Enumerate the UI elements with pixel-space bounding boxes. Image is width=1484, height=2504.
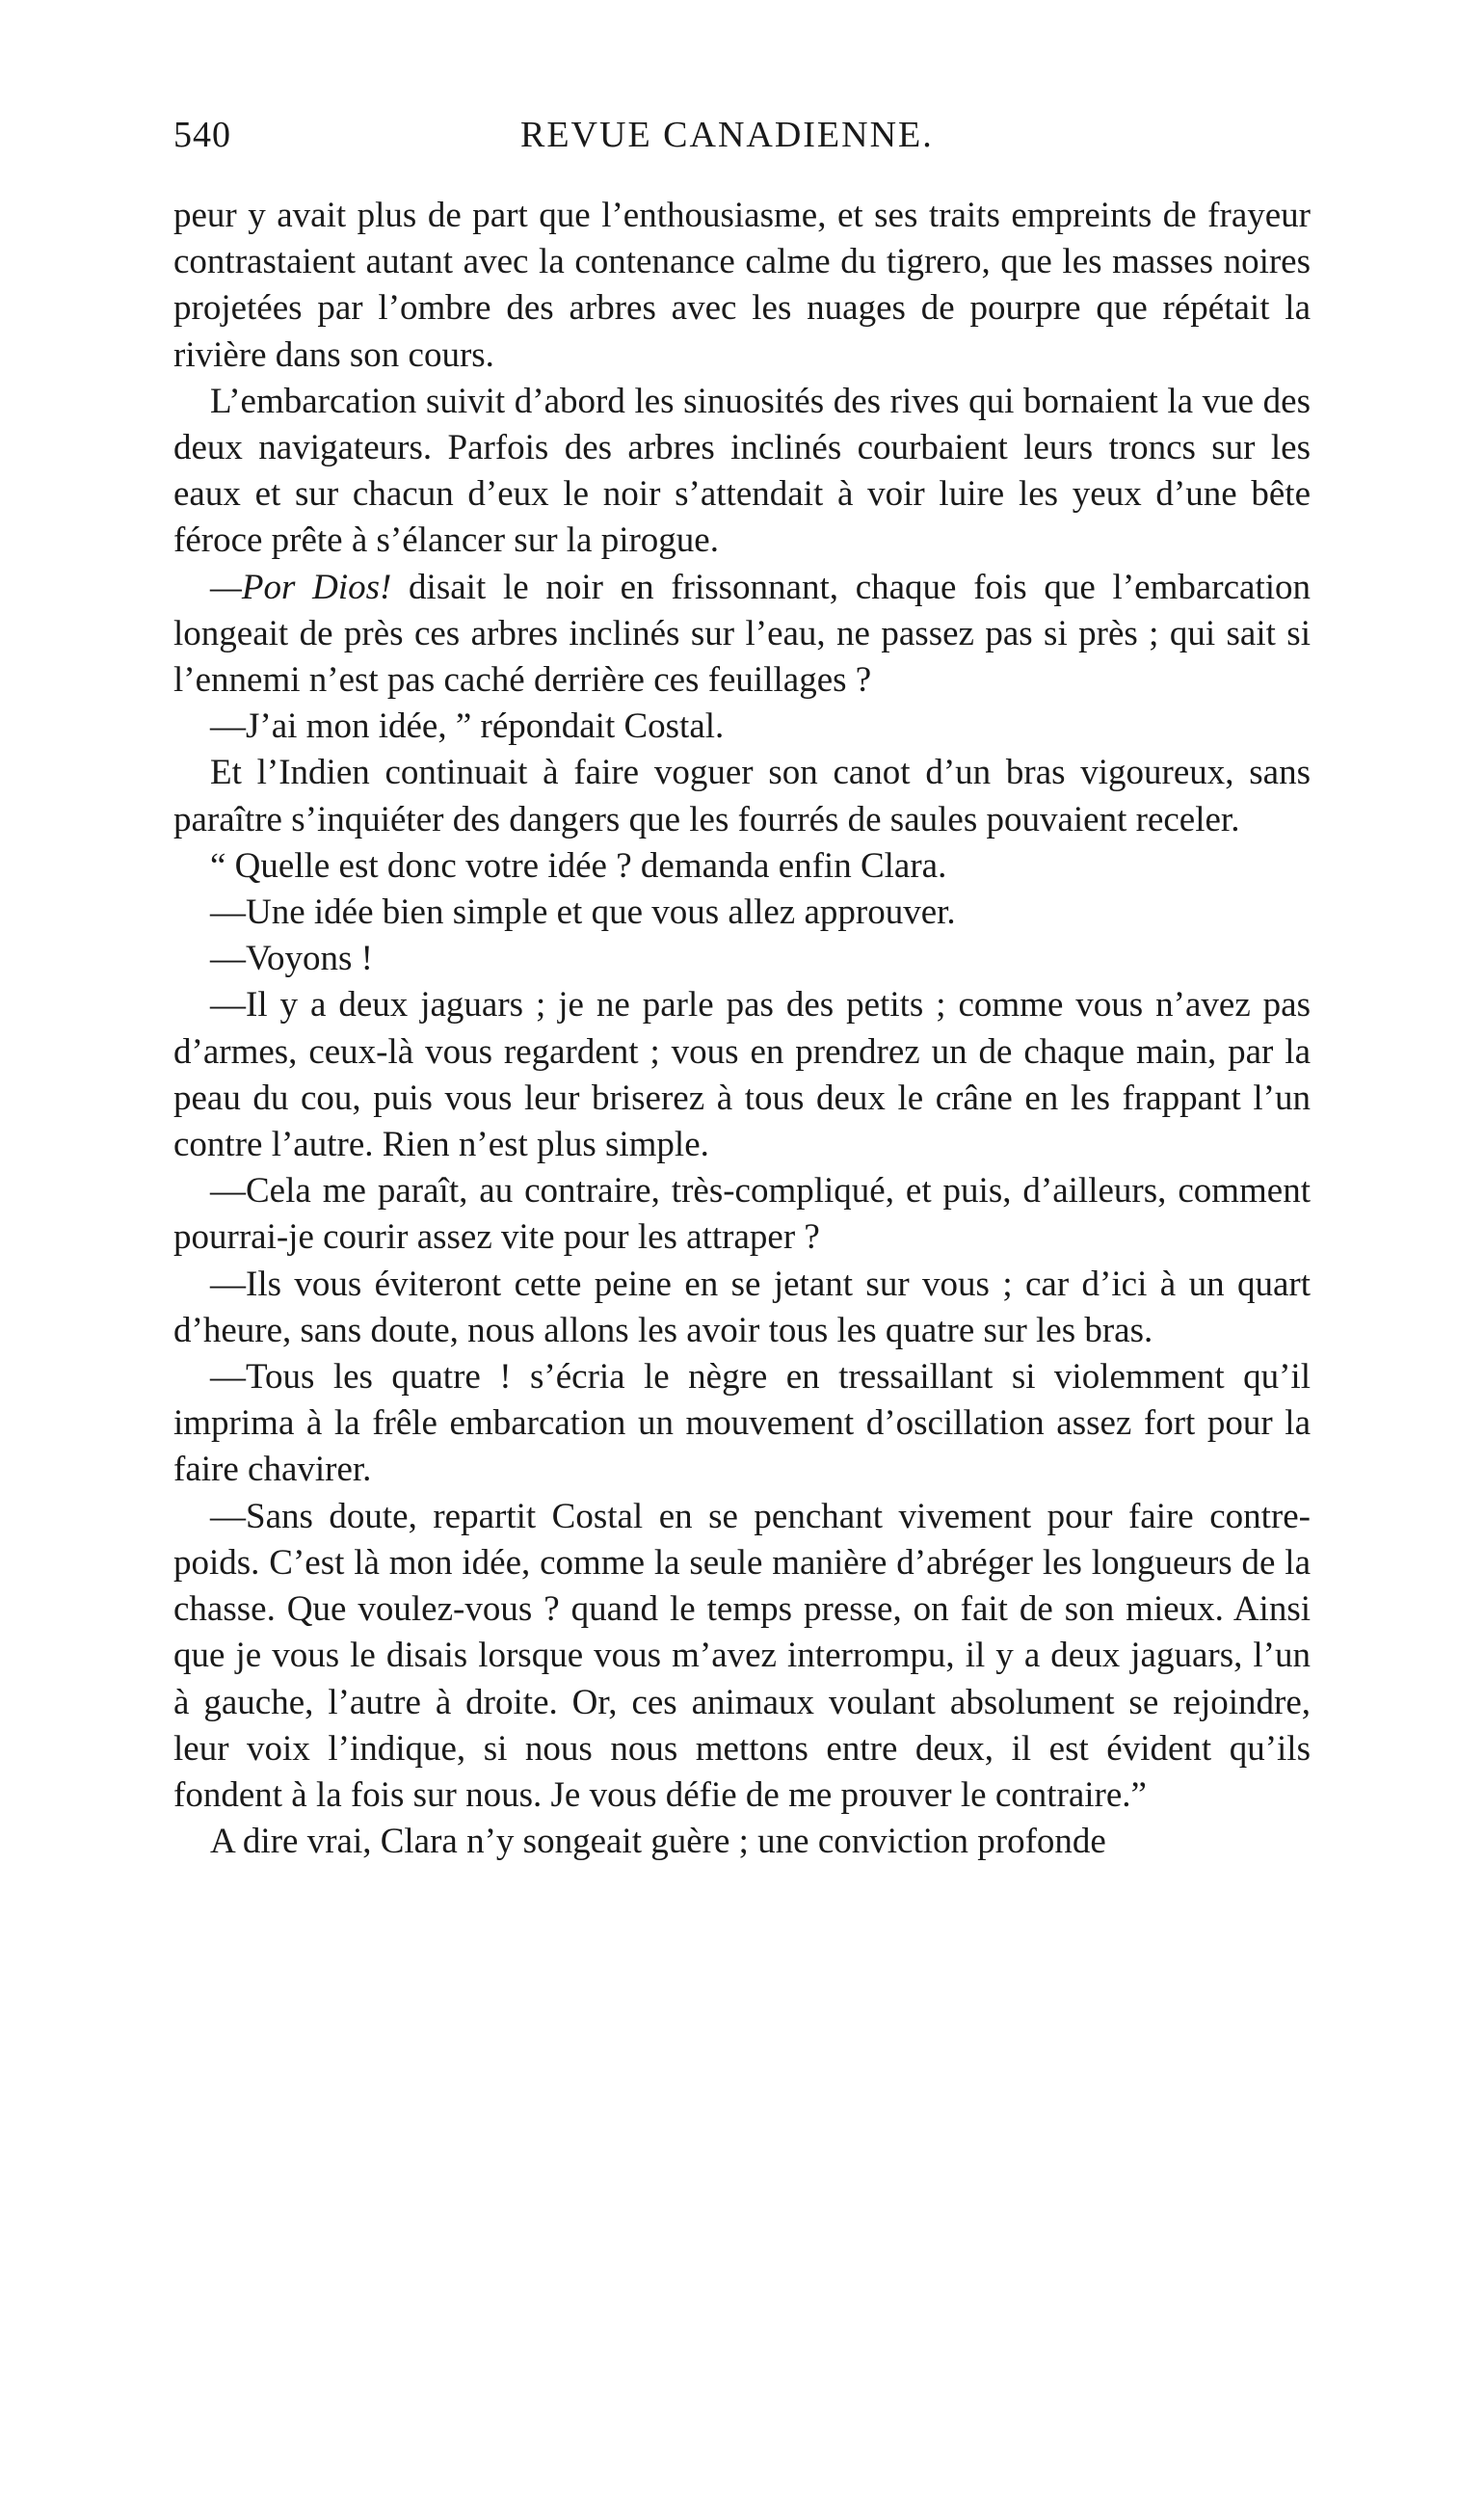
paragraph: —Por Dios! disait le noir en frissonnant, chaque fois que l’embarcation longeait de près ces arbres inclinés sur l’eau, ne passez pas si près ; qui sait si l’ennemi n’est pas caché derrière ces feuillages ? xyxy=(173,567,1311,701)
paragraph: Et l’Indien continuait à faire voguer son canot d’un bras vigoureux, sans paraître s’inquiéter des dangers que les fourrés de saules pouvaient receler. xyxy=(173,753,1311,839)
paragraph: —Une idée bien simple et que vous allez approuver. xyxy=(210,892,956,933)
running-title: REVUE CANADIENNE. xyxy=(520,115,934,155)
paragraph: —Ils vous éviteront cette peine en se jetant sur vous ; car d’ici à un quart d’heure, sans doute, nous allons les avoir tous les quatre sur les bras. xyxy=(173,1264,1311,1350)
paragraph: —Il y a deux jaguars ; je ne parle pas des petits ; comme vous n’avez pas d’armes, ceux-là vous regardent ; vous en prendrez un de chaque main, par la peau du cou, puis vous leur briserez à tous deux le crâne en les frappant l’un contre l’autre. Rien n’est plus simple. xyxy=(173,985,1311,1165)
paragraph: A dire vrai, Clara n’y songeait guère ; une conviction profonde xyxy=(210,1822,1106,1862)
paragraph: —J’ai mon idée, ” répondait Costal. xyxy=(210,706,725,747)
body-text xyxy=(173,193,1311,1865)
exclamation-italic: —Por Dios! xyxy=(210,567,392,607)
paragraph: —Sans doute, repartit Costal en se penchant vivement pour faire contre-poids. C’est là mon idée, comme la seule manière d’abréger les longueurs de la chasse. Que voulez-vous ? quand le temps presse, on fait de son mieux. Ainsi que je vous le disais lorsque vous m’avez interrompu, il y a deux jaguars, l’un à gauche, l’autre à droite. Or, ces animaux voulant absolument se rejoindre, leur voix l’indique, si nous nous mettons entre deux, il est évident qu’ils fondent à la fois sur nous. Je vous défie de me prouver le contraire.” xyxy=(173,1496,1311,1815)
paragraph: —Cela me paraît, au contraire, très-compliqué, et puis, d’ailleurs, comment pourrai-je courir assez vite pour les attraper ? xyxy=(173,1171,1311,1258)
paragraph: peur y avait plus de part que l’enthousiasme, et ses traits empreints de frayeur contrastaient autant avec la contenance calme du tigrero, que les masses noires projetées par l’ombre des arbres avec les nuages de pourpre que répétait la rivière dans son cours. xyxy=(173,196,1311,375)
page-number: 540 xyxy=(173,115,231,155)
paragraph: “ Quelle est donc votre idée ? demanda enfin Clara. xyxy=(210,845,947,886)
page-header xyxy=(173,114,1330,172)
paragraph: L’embarcation suivit d’abord les sinuosités des rives qui bornaient la vue des deux navigateurs. Parfois des arbres inclinés courbaient leurs troncs sur les eaux et sur chacun d’eux le noir s’attendait à voir luire les yeux d’une bête féroce prête à s’élancer sur la pirogue. xyxy=(173,381,1311,561)
paragraph: —Tous les quatre ! s’écria le nègre en tressaillant si violemment qu’il imprima à la frêle embarcation un mouvement d’oscillation assez fort pour la faire chavirer. xyxy=(173,1357,1311,1490)
paragraph: —Voyons ! xyxy=(210,939,373,979)
